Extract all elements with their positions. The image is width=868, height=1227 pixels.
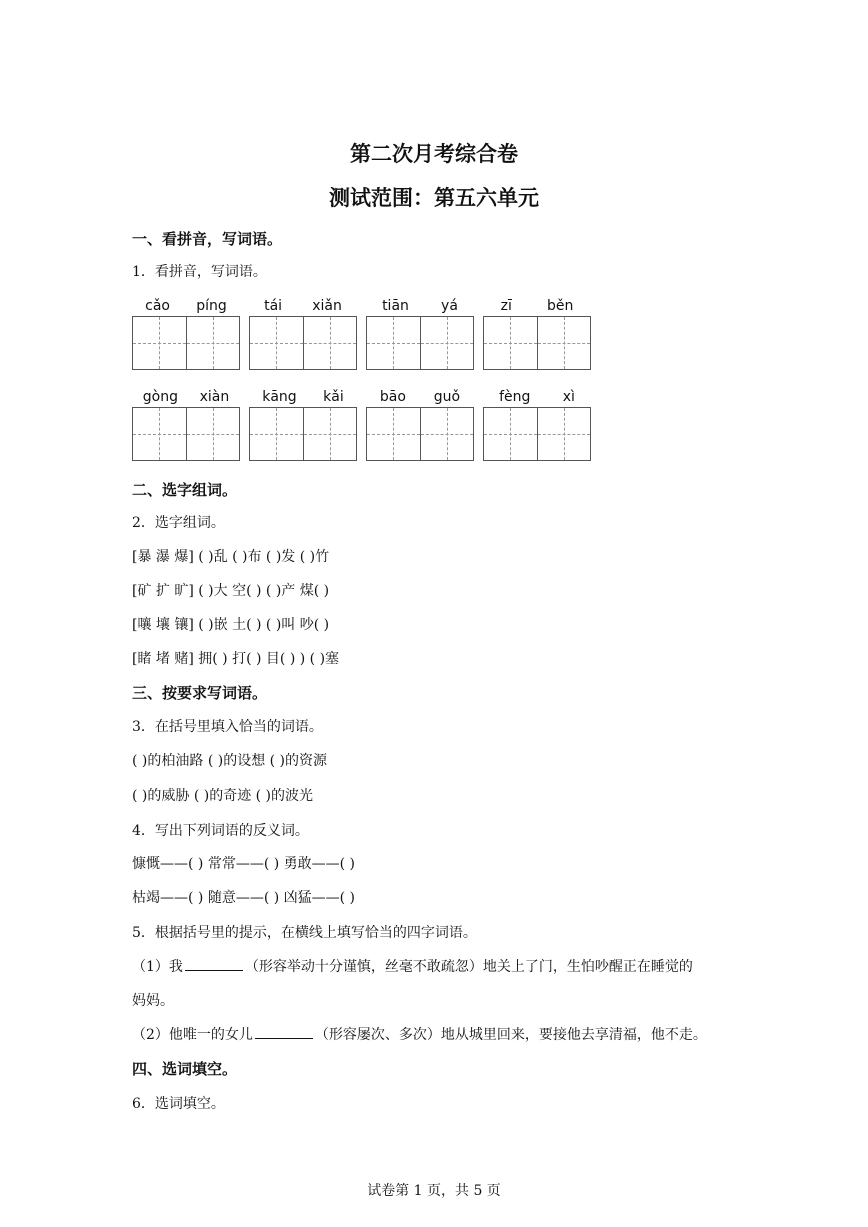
writing-cell[interactable] [484, 408, 538, 460]
writing-cell[interactable] [250, 408, 304, 460]
pinyin-label-row [366, 296, 474, 316]
pinyin-syllable: xiǎn [312, 298, 342, 314]
writing-grid [249, 407, 357, 461]
writing-cell[interactable] [484, 317, 538, 369]
pinyin-group [483, 387, 591, 461]
fill-line-1: ( )的柏油路 ( )的设想 ( )的资源 [132, 753, 328, 769]
writing-cell[interactable] [421, 317, 474, 369]
pinyin-syllable: tiān [382, 298, 409, 314]
writing-grid [132, 316, 240, 370]
pinyin-label-row [249, 387, 357, 407]
writing-cell[interactable] [538, 408, 591, 460]
antonym-line-2: 枯竭——( ) 随意——( ) 凶猛——( ) [132, 890, 356, 906]
page-subtitle: 测试范围：第五六单元 [329, 186, 539, 210]
pinyin-syllable: fèng [499, 389, 531, 405]
writing-grid [483, 316, 591, 370]
pinyin-syllable: tái [264, 298, 283, 314]
pinyin-syllable: píng [196, 298, 227, 314]
question-6: 6．选词填空。 [132, 1096, 225, 1112]
char-choice-line-3: [嚷 壤 镶] ( )嵌 土( ) ( )叫 吵( ) [132, 617, 330, 633]
writing-cell[interactable] [187, 317, 240, 369]
idiom-item-1-cont: 妈妈。 [132, 993, 174, 1009]
idiom-item-1 [132, 956, 693, 976]
writing-grid [132, 407, 240, 461]
pinyin-syllable: yá [441, 298, 458, 314]
writing-grid [483, 407, 591, 461]
char-choice-line-4: [睹 堵 赌] 拥( ) 打( ) 目( ) ) ( )塞 [132, 651, 340, 667]
char-choice-line-2: [矿 扩 旷] ( )大 空( ) ( )产 煤( ) [132, 583, 330, 599]
writing-cell[interactable] [187, 408, 240, 460]
writing-cell[interactable] [133, 408, 187, 460]
pinyin-syllable: kǎi [323, 389, 344, 405]
antonym-line-1: 慷慨——( ) 常常——( ) 勇敢——( ) [132, 856, 356, 872]
pinyin-syllable: xì [562, 389, 575, 405]
pinyin-label-row [249, 296, 357, 316]
question-2: 2．选字组词。 [132, 515, 225, 531]
pinyin-label-row [132, 296, 240, 316]
fill-line-2: ( )的威胁 ( )的奇迹 ( )的波光 [132, 788, 314, 804]
pinyin-group [132, 296, 240, 370]
pinyin-syllable: xiàn [199, 389, 230, 405]
writing-cell[interactable] [367, 408, 421, 460]
question-3: 3．在括号里填入恰当的词语。 [132, 719, 323, 735]
question-4: 4．写出下列词语的反义词。 [132, 823, 309, 839]
pinyin-group [249, 387, 357, 461]
pinyin-label-row [366, 387, 474, 407]
writing-cell[interactable] [367, 317, 421, 369]
writing-cell[interactable] [421, 408, 474, 460]
writing-cell[interactable] [304, 408, 357, 460]
writing-cell[interactable] [304, 317, 357, 369]
char-choice-line-1: [暴 瀑 爆] ( )乱 ( )布 ( )发 ( )竹 [132, 549, 330, 565]
page-title: 第二次月考综合卷 [350, 142, 518, 166]
idiom-item-1-suffix: （形容举动十分谨慎，丝毫不敢疏忽）地关上了门，生怕吵醒正在睡觉的 [244, 959, 693, 975]
pinyin-syllable: kāng [262, 389, 297, 405]
idiom-item-2-suffix: （形容屡次、多次）地从城里回来，要接他去享清福，他不走。 [314, 1027, 707, 1043]
idiom-blank-1[interactable] [185, 956, 243, 971]
question-5: 5．根据括号里的提示，在横线上填写恰当的四字词语。 [132, 925, 477, 941]
writing-grid [366, 316, 474, 370]
pinyin-syllable: běn [547, 298, 574, 314]
pinyin-label-row [483, 387, 591, 407]
writing-grid [366, 407, 474, 461]
writing-cell[interactable] [250, 317, 304, 369]
pinyin-syllable: cǎo [145, 298, 170, 314]
section-4-heading: 四、选词填空。 [132, 1060, 238, 1078]
pinyin-syllable: guǒ [433, 389, 461, 405]
pinyin-label-row [483, 296, 591, 316]
pinyin-group [366, 387, 474, 461]
section-1-heading: 一、看拼音，写词语。 [132, 230, 283, 248]
pinyin-label-row [132, 387, 240, 407]
section-3-heading: 三、按要求写词语。 [132, 684, 268, 702]
page-footer: 试卷第 1 页，共 5 页 [367, 1183, 501, 1199]
idiom-item-2-prefix: （2）他唯一的女儿 [132, 1027, 253, 1043]
section-2-heading: 二、选字组词。 [132, 481, 238, 499]
pinyin-group [132, 387, 240, 461]
idiom-item-2 [132, 1024, 707, 1044]
pinyin-group [366, 296, 474, 370]
pinyin-syllable: zī [500, 298, 512, 314]
idiom-item-1-prefix: （1）我 [132, 959, 183, 975]
writing-cell[interactable] [133, 317, 187, 369]
writing-grid [249, 316, 357, 370]
pinyin-group [249, 296, 357, 370]
pinyin-syllable: gòng [142, 389, 178, 405]
writing-cell[interactable] [538, 317, 591, 369]
pinyin-syllable: bāo [379, 389, 406, 405]
idiom-blank-2[interactable] [255, 1024, 313, 1039]
question-1: 1．看拼音，写词语。 [132, 264, 267, 280]
pinyin-group [483, 296, 591, 370]
